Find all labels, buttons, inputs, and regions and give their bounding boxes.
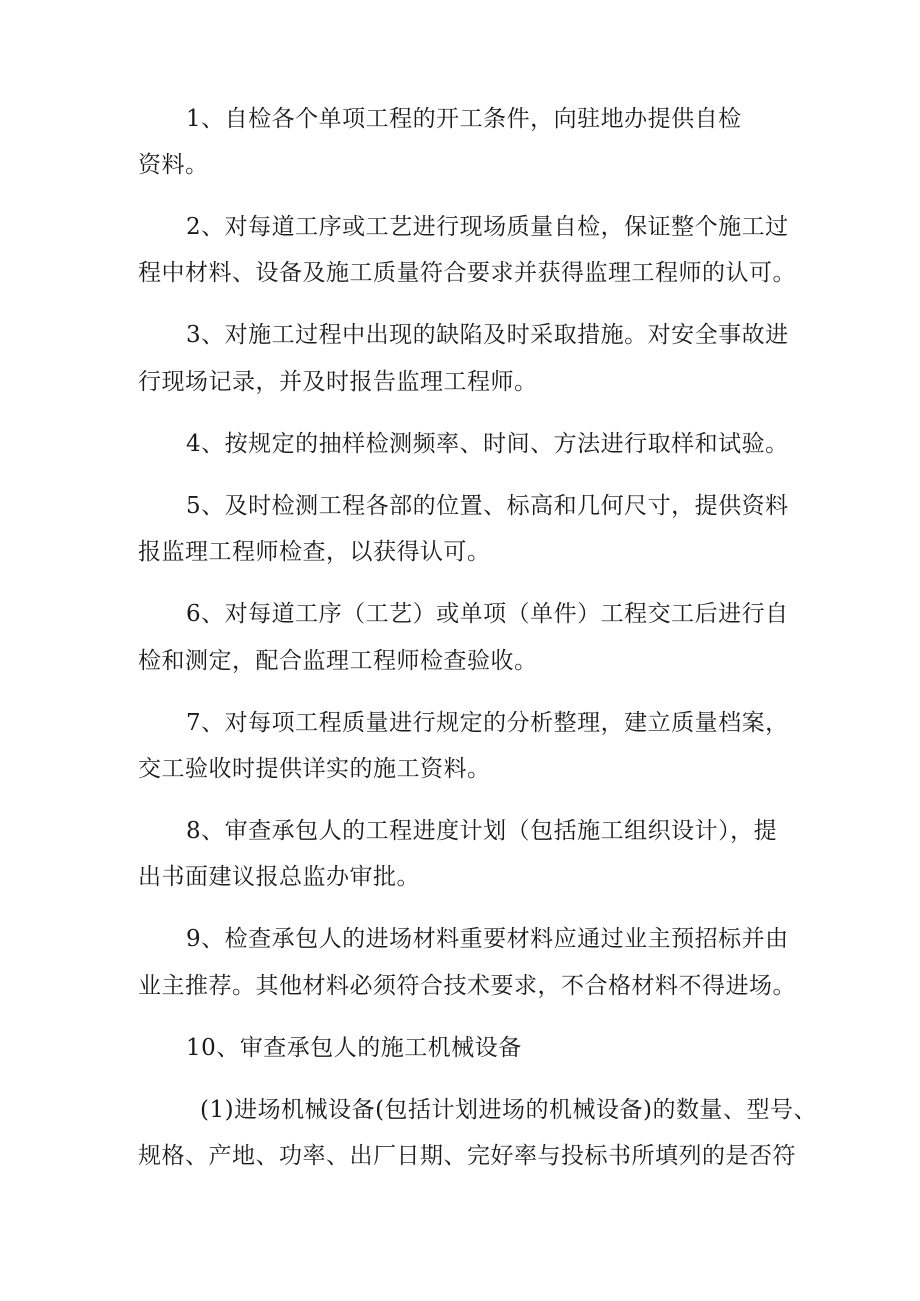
item-5-line-2: 报监理工程师检查，以获得认可。 xyxy=(138,539,491,565)
item-7-line-2: 交工验收时提供详实的施工资料。 xyxy=(138,756,491,782)
item-5-line-1: 5、及时检测工程各部的位置、标高和几何尺寸，提供资料 xyxy=(186,493,789,519)
item-6-line-1: 6、对每道工序（工艺）或单项（单件）工程交工后进行自 xyxy=(186,601,789,627)
item-3-line-2: 行现场记录，并及时报告监理工程师。 xyxy=(138,369,538,395)
item-10-line-1: 10、审查承包人的施工机械设备 xyxy=(186,1035,522,1061)
item-1-line-2: 资料。 xyxy=(138,152,209,178)
item-8-line-1: 8、审查承包人的工程进度计划（包括施工组织设计），提 xyxy=(186,818,778,844)
item-7-line-1: 7、对每项工程质量进行规定的分析整理，建立质量档案， xyxy=(186,710,789,736)
item-4-line-1: 4、按规定的抽样检测频率、时间、方法进行取样和试验。 xyxy=(186,431,789,457)
item-8-line-2: 出书面建议报总监办审批。 xyxy=(138,864,420,890)
item-9-line-1: 9、检查承包人的进场材料重要材料应通过业主预招标并由 xyxy=(186,926,789,952)
item-1-line-1: 1、自检各个单项工程的开工条件，向驻地办提供自检 xyxy=(186,106,742,132)
item-6-line-2: 检和测定，配合监理工程师检查验收。 xyxy=(138,648,538,674)
item-9-line-2: 业主推荐。其他材料必须符合技术要求，不合格材料不得进场。 xyxy=(138,973,796,999)
subitem-1-line-1: (1)进场机械设备(包括计划进场的机械设备)的数量、型号、 xyxy=(200,1097,818,1123)
item-3-line-1: 3、对施工过程中出现的缺陷及时采取措施。对安全事故进 xyxy=(186,322,789,348)
subitem-1-line-2: 规格、产地、功率、出厂日期、完好率与投标书所填列的是否符 xyxy=(138,1143,796,1169)
item-2-line-2: 程中材料、设备及施工质量符合要求并获得监理工程师的认可。 xyxy=(138,260,796,286)
item-2-line-1: 2、对每道工序或工艺进行现场质量自检，保证整个施工过 xyxy=(186,214,789,240)
